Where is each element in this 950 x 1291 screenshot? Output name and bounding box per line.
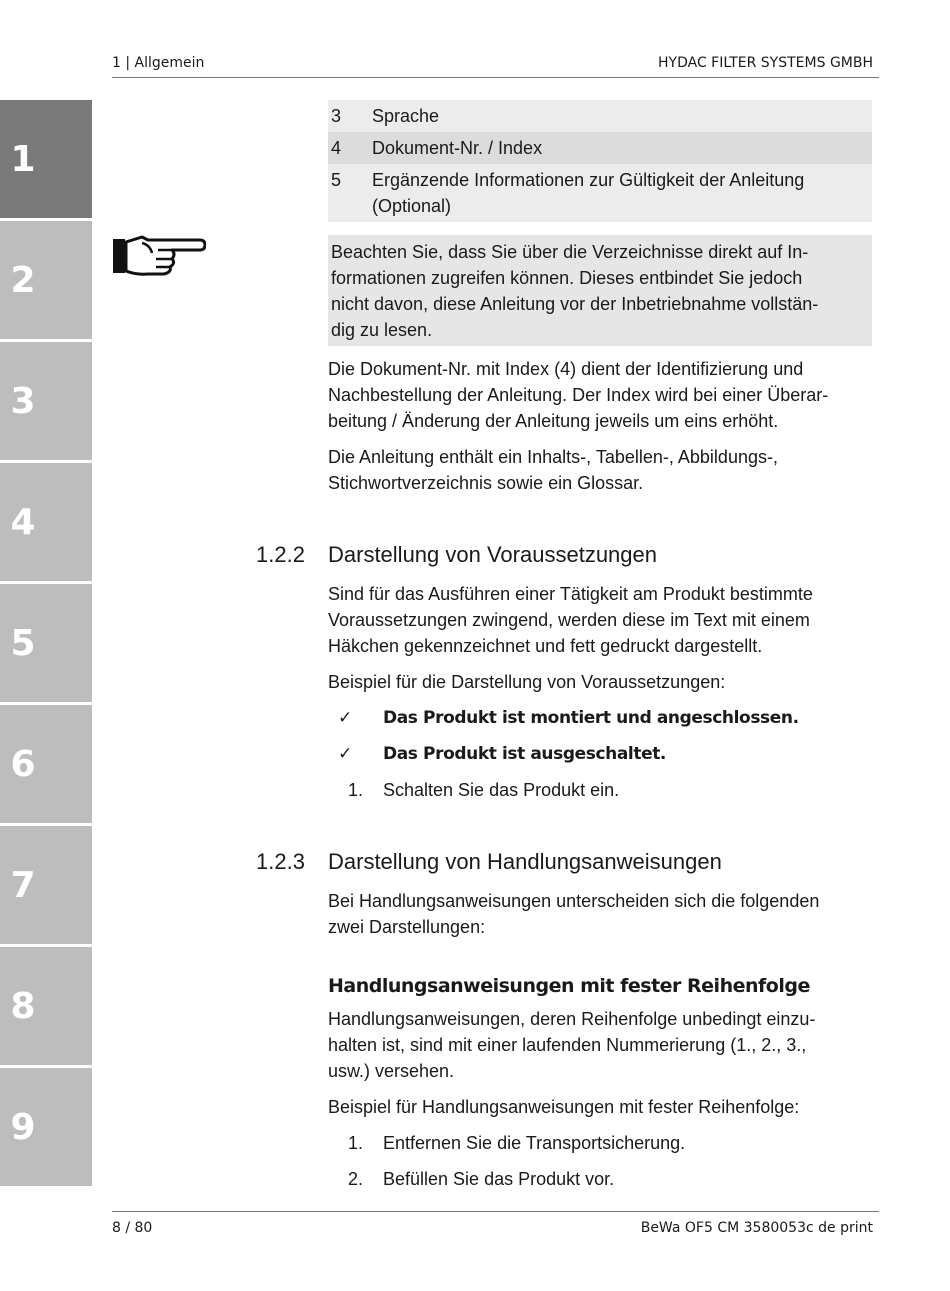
table-row — [328, 132, 872, 164]
header-divider — [112, 77, 879, 78]
list-item — [328, 1130, 872, 1156]
paragraph-line: Bei Handlungsanweisungen unterscheiden sich die folgenden — [328, 891, 820, 911]
header-chapter: 1 | Allgemein — [112, 55, 205, 71]
table-row-text: Sprache — [372, 106, 440, 126]
paragraph-line: Die Dokument-Nr. mit Index (4) dient der Identifizierung und — [328, 359, 804, 379]
note-line: dig zu lesen. — [331, 320, 433, 340]
example-intro: Beispiel für die Darstellung von Voraussetzungen: — [328, 672, 726, 692]
section-heading — [256, 541, 872, 569]
paragraph-line: Die Anleitung enthält ein Inhalts-, Tabellen-, Abbildungs-, — [328, 447, 778, 467]
step-text: Entfernen Sie die Transportsicherung. — [383, 1133, 686, 1153]
chapter-tab-6[interactable]: 6 — [0, 705, 92, 823]
paragraph-line: zwei Darstellungen: — [328, 917, 486, 937]
paragraph-line: Handlungsanweisungen, deren Reihenfolge unbedingt einzu- — [328, 1009, 816, 1029]
chapter-tab-5[interactable]: 5 — [0, 584, 92, 702]
step-number: 2. — [348, 1169, 364, 1189]
list-item — [328, 777, 872, 803]
step-text: Schalten Sie das Produkt ein. — [383, 780, 620, 800]
section-title: Darstellung von Voraussetzungen — [328, 542, 657, 567]
paragraph-line: Häkchen gekennzeichnet und fett gedruckt dargestellt. — [328, 636, 763, 656]
table-row — [328, 100, 872, 132]
table-row-text: Ergänzende Informationen zur Gültigkeit der Anleitung (Optional) — [372, 170, 805, 216]
prerequisite-text: Das Produkt ist montiert und angeschlossen. — [383, 708, 799, 728]
chapter-tabs — [0, 100, 92, 1189]
paragraph — [328, 888, 872, 940]
note-line: Beachten Sie, dass Sie über die Verzeichnisse direkt auf In- — [331, 242, 809, 262]
paragraph-line: Stichwortverzeichnis sowie ein Glossar. — [328, 473, 644, 493]
paragraph-line: Nachbestellung der Anleitung. Der Index wird bei einer Überar- — [328, 385, 829, 405]
prerequisite-item — [328, 741, 872, 767]
paragraph-indexes — [328, 444, 872, 496]
paragraph-line: halten ist, sind mit einer laufenden Nummerierung (1., 2., 3., — [328, 1035, 807, 1055]
table-row-number: 5 — [331, 170, 342, 190]
subsection-heading: Handlungsanweisungen mit fester Reihenfolge — [328, 975, 810, 997]
main-content — [256, 100, 872, 1192]
paragraph-line: Sind für das Ausführen einer Tätigkeit am Produkt bestimmte — [328, 584, 813, 604]
table-row-number: 3 — [331, 106, 342, 126]
paragraph-document-number — [328, 356, 872, 434]
section-number: 1.2.2 — [256, 542, 305, 567]
table-row-text: Dokument-Nr. / Index — [372, 138, 543, 158]
paragraph-line: Voraussetzungen zwingend, werden diese im Text mit einem — [328, 610, 810, 630]
document-id: BeWa OF5 CM 3580053c de print — [640, 1220, 873, 1236]
note-box — [328, 235, 872, 346]
paragraph — [328, 581, 872, 659]
reference-table — [328, 100, 872, 222]
table-row-number: 4 — [331, 138, 342, 158]
chapter-tab-8[interactable]: 8 — [0, 947, 92, 1065]
chapter-tab-3[interactable]: 3 — [0, 342, 92, 460]
chapter-tab-1[interactable]: 1 — [0, 100, 92, 218]
step-number: 1. — [348, 780, 364, 800]
chapter-tab-4[interactable]: 4 — [0, 463, 92, 581]
section-number: 1.2.3 — [256, 849, 305, 874]
paragraph-line: usw.) versehen. — [328, 1061, 455, 1081]
footer-divider — [112, 1211, 879, 1212]
section-heading — [256, 848, 872, 876]
prerequisite-item — [328, 705, 872, 731]
chapter-tab-9[interactable]: 9 — [0, 1068, 92, 1186]
step-number: 1. — [348, 1133, 364, 1153]
note-line: nicht davon, diese Anleitung vor der Inbetriebnahme vollstän- — [331, 294, 819, 314]
paragraph — [328, 1006, 872, 1084]
pointing-hand-icon — [112, 233, 206, 279]
note-line: formationen zugreifen können. Dieses entbindet Sie jedoch — [331, 268, 803, 288]
header-company: HYDAC FILTER SYSTEMS GMBH — [658, 55, 873, 71]
prerequisite-text: Das Produkt ist ausgeschaltet. — [383, 744, 666, 764]
page-number: 8 / 80 — [112, 1220, 153, 1236]
chapter-tab-7[interactable]: 7 — [0, 826, 92, 944]
table-row — [328, 164, 872, 222]
checkmark-icon: ✓ — [338, 744, 352, 764]
section-title: Darstellung von Handlungsanweisungen — [328, 849, 722, 874]
checkmark-icon: ✓ — [338, 708, 352, 728]
paragraph-line: beitung / Änderung der Anleitung jeweils um eins erhöht. — [328, 411, 779, 431]
step-text: Befüllen Sie das Produkt vor. — [383, 1169, 615, 1189]
chapter-tab-2[interactable]: 2 — [0, 221, 92, 339]
example-intro: Beispiel für Handlungsanweisungen mit fester Reihenfolge: — [328, 1097, 800, 1117]
list-item — [328, 1166, 872, 1192]
